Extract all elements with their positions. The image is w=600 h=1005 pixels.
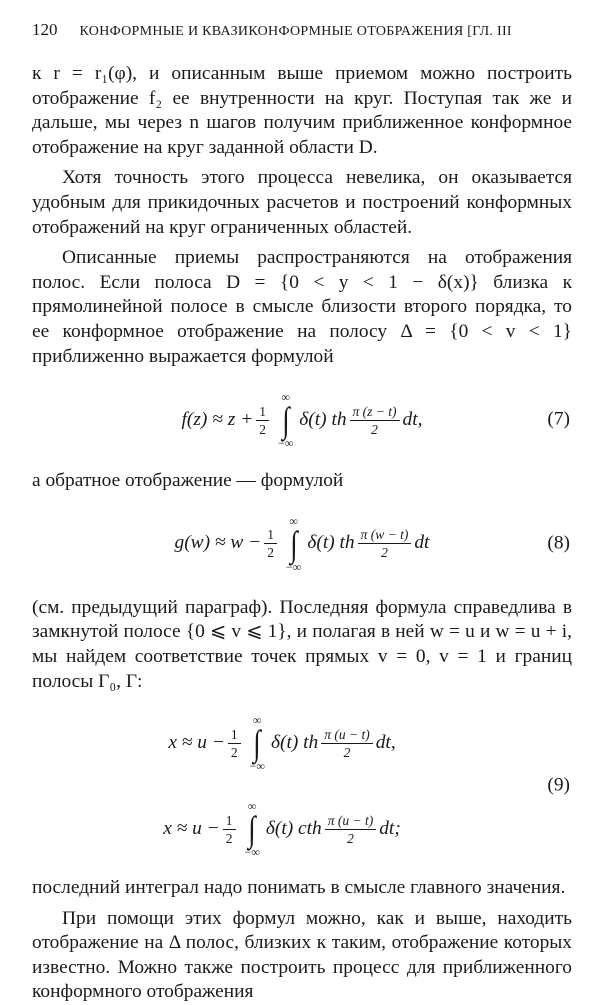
integral-sign-icon: ∫ <box>253 723 262 764</box>
running-title: КОНФОРМНЫЕ И КВАЗИКОНФОРМНЫЕ ОТОБРАЖЕНИЯ [ГЛ. III <box>79 24 512 39</box>
eq9-line-1 <box>32 700 572 786</box>
paragraph-2: Хотя точность этого процесса невелика, он оказывается удобным для прикидочных расчетов и построений конформных отображений на круг ограниченных областей. <box>32 167 572 238</box>
paragraph-7: При помощи этих формул можно, как и выше, находить отображение на Δ полос, близких к таким, отображение которых известно. Можно также построить процесс для приближенного конформного отображения <box>32 907 572 1003</box>
eq9b-lhs: x ≈ u − <box>163 817 220 839</box>
eq7-integrand: δ(t) th <box>299 408 347 430</box>
eq7-lhs: f(z) ≈ z + <box>181 408 254 430</box>
eq9a-lhs: x ≈ u − <box>168 731 225 753</box>
eq7-integral <box>278 391 293 449</box>
eq8-argument: $\frac{\pi (w - t)}{2}$ <box>358 527 412 560</box>
eq8-coefficient: $\frac{1}{2}$ <box>264 527 277 560</box>
paragraph-4: а обратное отображение — формулой <box>32 470 344 492</box>
paragraph-3: Описанные приемы распространяются на отображения полос. Если полоса D = {0 < y < 1 − δ(x)} близка к прямолинейной полосе в смысле близости второго порядка, то ее конформное отображение на полосу Δ = {0 < v < 1} приближенно выражается формулой <box>32 247 572 367</box>
eq7-number: (7) <box>547 408 570 430</box>
eq9a-coefficient: $\frac{1}{2}$ <box>228 727 241 760</box>
eq9b-lower-limit: −∞ <box>244 845 260 860</box>
eq9b-upper-limit: ∞ <box>247 799 257 814</box>
eq8-tail: dt <box>414 532 430 554</box>
eq9a-lower-limit: −∞ <box>249 759 265 774</box>
paragraph-5: (см. предыдущий параграф). Последняя формула справедлива в замкнутой полосе {0 ⩽ v ⩽ 1}, и полагая в ней w = u и w = u + i, мы найдем соответствие точек прямых v = 0, v = 1 и границ полосы Γ₀, Γ: <box>32 596 572 692</box>
integral-sign-icon: ∫ <box>289 523 298 564</box>
page-number: 120 <box>32 20 58 39</box>
eq7-upper-limit: ∞ <box>281 390 290 405</box>
eq7-coefficient: $\frac{1}{2}$ <box>256 404 269 437</box>
eq9b-coefficient: $\frac{1}{2}$ <box>223 813 236 846</box>
eq8-lower-limit: −∞ <box>286 559 302 574</box>
eq7-tail: dt, <box>402 408 423 430</box>
eq8-integrand: δ(t) th <box>307 532 355 554</box>
eq8-integral <box>286 515 301 573</box>
eq9-line-2 <box>32 786 572 872</box>
eq9b-integrand: δ(t) cth <box>265 817 322 839</box>
page-body <box>32 62 572 1005</box>
equation-7 <box>32 373 572 467</box>
page-header <box>32 20 572 44</box>
paragraph-6: последний интеграл надо понимать в смысле главного значения. <box>32 877 566 899</box>
eq9b-tail: dt; <box>379 817 401 839</box>
eq8-upper-limit: ∞ <box>289 513 298 528</box>
eq9a-argument: $\frac{\pi (u - t)}{2}$ <box>321 727 373 760</box>
eq9a-integral <box>250 714 265 772</box>
eq9a-integrand: δ(t) th <box>270 731 319 753</box>
eq9b-argument: $\frac{\pi (u - t)}{2}$ <box>325 813 377 846</box>
integral-sign-icon: ∫ <box>248 809 256 850</box>
paragraph-1: к r = r₁(φ), и описанным выше приемом можно построить отображение f₂ ее внутренности на круг. Поступая так же и дальше, мы через n шагов получим приближенное конформное отображение на круг заданной области D. <box>32 63 572 158</box>
eq9a-upper-limit: ∞ <box>253 713 262 728</box>
equation-9 <box>32 700 572 872</box>
integral-sign-icon: ∫ <box>281 400 290 441</box>
eq9b-integral <box>245 800 260 858</box>
eq9a-tail: dt, <box>375 731 396 753</box>
eq8-number: (8) <box>547 532 570 554</box>
eq7-argument: $\frac{\pi (z - t)}{2}$ <box>350 404 400 437</box>
eq8-lhs: g(w) ≈ w − <box>174 532 262 554</box>
eq9-number: (9) <box>547 774 570 796</box>
equation-8 <box>32 498 572 590</box>
eq7-lower-limit: −∞ <box>277 436 294 451</box>
